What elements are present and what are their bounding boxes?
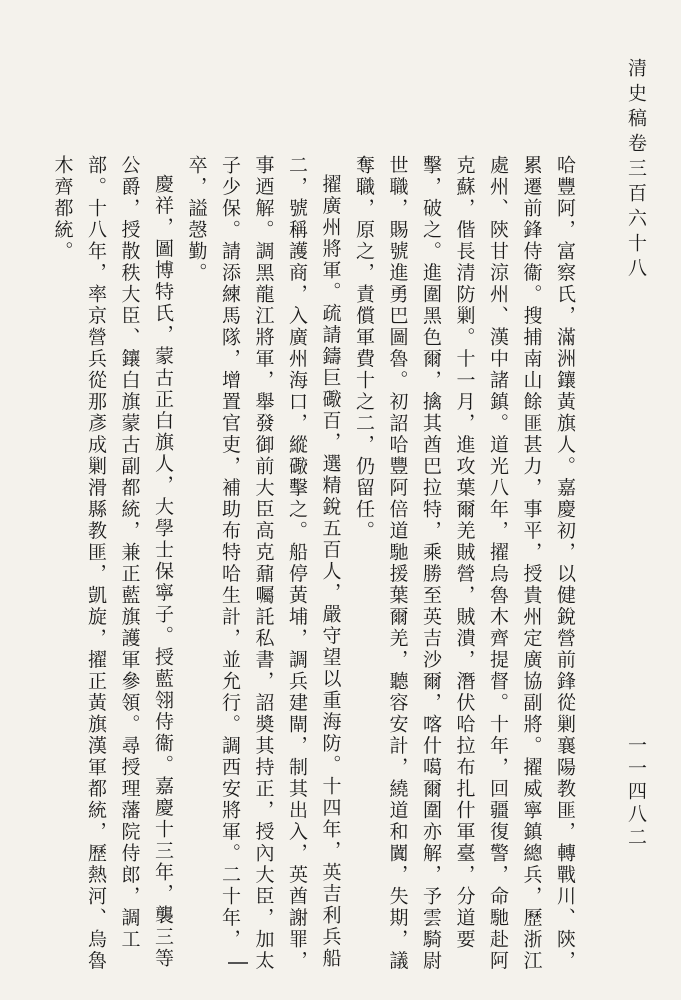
page-number: 一一四八二 bbox=[625, 735, 647, 850]
paragraph: 擢廣州將軍。疏請鑄巨礮百，選精銳五百人，嚴守望以重海防。十四年，英吉利兵船二，號稱護商，入廣州海口，縱礮擊之。船停黃埔，調兵建閘，制其出入，英酋謝罪，事迺解。調黑龍江將軍，舉發御前大臣高克鼐囑託私書，詔奬其持正，授內大臣，加太子少保。請添練馬隊，增置官吏，補助布特哈生計，並允行。調西安將軍。二十年，卒，謚愨勤。 bbox=[185, 155, 342, 972]
paragraph: 哈豐阿，富察氏，滿洲鑲黃旗人。嘉慶初，以健銳營前鋒從剿襄陽教匪，轉戰川、陝，累遷前鋒侍衞。搜捕南山餘匪甚力，事平，授貴州定廣協副將。擢威寧鎮總兵，歷浙江處州、陝甘涼州、漢中諸鎮。道光八年，擢烏魯木齊提督。十年，回疆復警，命馳赴阿克蘇，偕長清防剿。十一月，進攻葉爾羌賊營，賊潰，潛伏哈拉布扎什軍臺，分道要擊，破之。進圍黑色爾，擒其酋巴拉特，乘勝至英吉沙爾，喀什噶爾圍亦解，予雲騎尉世職，賜號進勇巴圖魯。初詔哈豐阿倍道馳援葉爾羌，聽容安計，繞道和闐，失期，議奪職，原之，責償軍費十之二，仍留任。 bbox=[353, 155, 576, 972]
body-text bbox=[51, 155, 581, 985]
header-title: 清史稿卷三百六十八 bbox=[625, 58, 647, 283]
paragraph: 慶祥，圖博特氏，蒙古正白旗人，大學士保寧子。授藍翎侍衞。嘉慶十三年，襲三等公爵，授散秩大臣、鑲白旗蒙古副都統，兼正藍旗護軍參領。尋授理藩院侍郎，調工部。十八年，率京營兵從那彥成剿滑縣教匪，凱旋，擢正黃旗漢軍都統，歷熱河、烏魯木齊都統。 bbox=[51, 155, 174, 972]
bottom-mark bbox=[228, 962, 248, 964]
